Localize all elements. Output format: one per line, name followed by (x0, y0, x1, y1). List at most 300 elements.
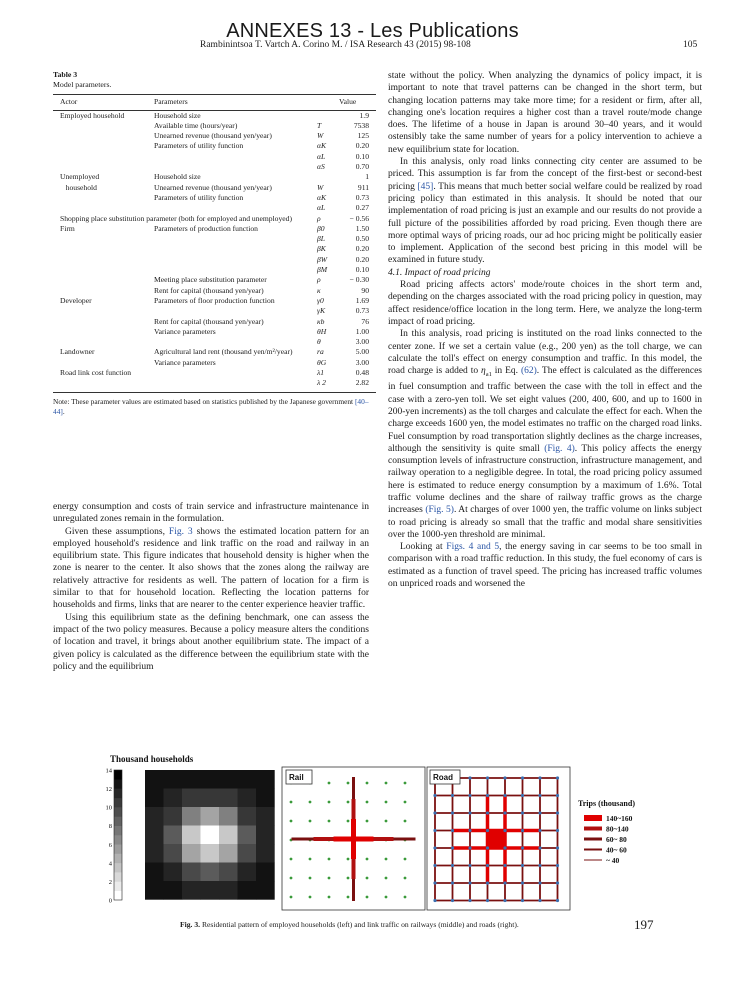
table-cell-symbol: βK (317, 244, 326, 254)
rail-grid-dot (385, 801, 388, 804)
heatmap-cell (201, 844, 220, 863)
table-cell-symbol: βL (317, 234, 326, 244)
heatmap-cell (201, 863, 220, 882)
heatmap-cell (164, 770, 183, 789)
heatmap-cell (164, 807, 183, 826)
road-node (468, 864, 471, 867)
text-span: in Eq. (491, 366, 521, 377)
heatmap-cell (201, 770, 220, 789)
table-cell-actor (53, 327, 154, 337)
table-row (53, 347, 376, 357)
road-node (521, 811, 524, 814)
road-node (433, 829, 436, 832)
road-node (433, 811, 436, 814)
rail-grid-dot (328, 801, 331, 804)
colorbar-tick-label: 8 (108, 823, 112, 831)
table-header-parameters: Parameters (154, 94, 317, 110)
rail-grid-dot (328, 820, 331, 823)
table-cell-value: 76 (361, 316, 369, 326)
table-cell-value: 1.00 (355, 326, 369, 336)
road-node (468, 899, 471, 902)
road-node (486, 794, 489, 797)
road-node (486, 811, 489, 814)
left-column-text (53, 501, 369, 673)
road-node (521, 776, 524, 779)
table-row (53, 214, 376, 224)
table-cell-parameter (154, 255, 317, 265)
table-row (53, 183, 376, 193)
table-cell-actor (53, 306, 154, 316)
table-cell-actor: Landowner (60, 347, 95, 357)
colorbar-step (114, 872, 122, 882)
table-cell-actor: Shopping place substitution parameter (both for employed and unemployed) (60, 213, 292, 223)
table-cell-value: 0.73 (355, 192, 369, 202)
heatmap-cell (201, 789, 220, 808)
table-cell-actor (53, 131, 154, 141)
table-cell-actor: Unemployed (60, 172, 100, 182)
table-cell-value: 0.20 (355, 244, 369, 254)
paragraph (388, 156, 702, 267)
table-cell-parameter: Variance parameters (154, 326, 216, 336)
rail-grid-dot (347, 877, 350, 880)
table-cell-actor (53, 317, 154, 327)
figure-caption-label: Fig. 3. (180, 920, 201, 929)
table-cell-actor (53, 234, 154, 244)
table-cell-actor (53, 203, 154, 213)
table-cell-parameter (154, 203, 317, 213)
table-cell-symbol: αL (317, 203, 326, 213)
legend-label: ~ 40 (606, 856, 620, 865)
road-label: Road (433, 773, 453, 782)
heatmap-cell (182, 789, 201, 808)
fig3-ref-link[interactable]: Fig. 3 (168, 526, 193, 537)
road-center-block (488, 831, 506, 849)
table-cell-symbol: αK (317, 141, 327, 151)
table-cell-symbol (317, 172, 339, 182)
table-cell-symbol (317, 110, 339, 121)
rail-grid-dot (385, 877, 388, 880)
legend-label: 60~ 80 (606, 835, 627, 844)
rail-grid-dot (290, 858, 293, 861)
road-node (521, 864, 524, 867)
colorbar-step (114, 891, 122, 901)
paragraph (388, 328, 702, 541)
annex-title: ANNEXES 13 - Les Publications (226, 20, 519, 42)
road-node (538, 881, 541, 884)
rail-grid-dot (366, 820, 369, 823)
heatmap-cell (201, 881, 220, 900)
heatmap-grid (145, 770, 275, 900)
table-row (53, 337, 376, 347)
road-node (433, 794, 436, 797)
road-node (521, 794, 524, 797)
heatmap-cell (219, 844, 238, 863)
road-node (486, 776, 489, 779)
heatmap-cell (238, 789, 257, 808)
rail-grid-dot (290, 896, 293, 899)
table-row (53, 172, 376, 182)
road-node (538, 864, 541, 867)
colorbar-tick-label: 14 (105, 767, 112, 775)
paragraph (388, 541, 702, 590)
road-node (503, 881, 506, 884)
heatmap-cell (164, 863, 183, 882)
road-node (433, 846, 436, 849)
road-node (556, 899, 559, 902)
road-node (433, 899, 436, 902)
road-node (486, 881, 489, 884)
table-cell-symbol: αL (317, 151, 326, 161)
fig4-ref-link[interactable]: (Fig. 4) (544, 443, 575, 454)
table-cell-value: 0.10 (355, 151, 369, 161)
rail-grid-dot (404, 896, 407, 899)
rail-grid-dot (404, 782, 407, 785)
heatmap-cell (256, 789, 275, 808)
page-number-bottom: 197 (634, 917, 654, 932)
road-node (538, 899, 541, 902)
heatmap-cell (145, 863, 164, 882)
heatmap-cell (145, 770, 164, 789)
table-row (53, 296, 376, 306)
table-cell-symbol: W (317, 131, 324, 141)
table-row (53, 131, 376, 141)
table-cell-parameter: Parameters of utility function (154, 192, 244, 202)
text-span: . This means that much better social welfare could be realized by road pricing policy than estimated in this analysis. It should be noted that our implementation of road pricing is just an example and our results do not provide a full picture of the possibilities afforded by road pricing. Even though there are more optimal ways of pricing roads, our ad hoc pricing might be politically easier to implement. Application of the second best pricing in this model will be examined in future study. (388, 181, 702, 266)
rail-grid-dot (347, 801, 350, 804)
road-node (503, 811, 506, 814)
table-row (53, 193, 376, 203)
road-node (521, 899, 524, 902)
heatmap-cell (238, 770, 257, 789)
road-node (503, 864, 506, 867)
heatmap-cell (145, 881, 164, 900)
heatmap-cell (182, 863, 201, 882)
road-node (538, 794, 541, 797)
eta-subscript: a1 (485, 371, 492, 379)
table-row (53, 203, 376, 213)
table-cell-symbol: βW (317, 254, 328, 264)
table-cell-symbol: θ (317, 337, 321, 347)
heatmap-cell (219, 826, 238, 845)
colorbar-tick-label: 12 (105, 786, 112, 794)
table-row (53, 358, 376, 368)
text-span: . The effect is calculated as the differences in fuel consumption and traffic between the case with the toll in effect and the case with a zero-yen toll. We set eight values (200, 400, 600, and up to 1600 in 200-yen increments) as the toll charges and calculate the effect for each. When the charge exceeds 1600 yen, the model estimates no traffic on the charged road links. Fuel consumption by road transportation slightly declines as the charge increases, although the sensitivity is quite small (388, 366, 702, 454)
road-node (556, 776, 559, 779)
colorbar-step (114, 807, 122, 817)
table-cell-symbol: βM (317, 265, 328, 275)
heatmap-cell (238, 826, 257, 845)
road-node (451, 881, 454, 884)
table-cell-parameter (154, 378, 317, 392)
road-node (521, 846, 524, 849)
table-cell-symbol: λ 2 (317, 378, 339, 392)
heatmap-cell (164, 881, 183, 900)
table-cell-value: − 0.56 (349, 213, 369, 223)
road-node (538, 776, 541, 779)
heatmap-cell (219, 770, 238, 789)
journal-page-number: 105 (683, 40, 698, 50)
eq-62-link[interactable]: (62) (520, 366, 537, 377)
road-node (538, 829, 541, 832)
table-cell-parameter (154, 152, 317, 162)
colorbar-step (114, 881, 122, 891)
table-cell-value: 0.20 (355, 141, 369, 151)
rail-grid-dot (347, 820, 350, 823)
rail-grid-dot (404, 801, 407, 804)
traffic-legend (584, 814, 633, 865)
rail-grid-dot (404, 858, 407, 861)
table-cell-parameter: Variance parameters (154, 357, 216, 367)
table-header-actor: Actor (53, 94, 154, 110)
road-node (451, 829, 454, 832)
table-cell-value: 0.20 (355, 254, 369, 264)
table-row (53, 244, 376, 254)
heatmap-cell (256, 881, 275, 900)
heatmap-colorbar (114, 770, 122, 900)
road-node (486, 846, 489, 849)
road-node (503, 794, 506, 797)
road-node (433, 864, 436, 867)
rail-grid-dot (309, 801, 312, 804)
heatmap-cell (219, 881, 238, 900)
table-cell-parameter: Agricultural land rent (thousand yen/m²/year) (154, 347, 293, 357)
table-cell-value: 0.48 (355, 368, 369, 378)
table-cell-actor: Road link cost function (60, 368, 132, 378)
table-cell-actor (53, 152, 154, 162)
table-cell-symbol: κb (317, 316, 325, 326)
heatmap-cell (182, 826, 201, 845)
rail-label: Rail (289, 773, 304, 782)
road-node (468, 794, 471, 797)
table-cell-parameter (154, 244, 317, 254)
table-note (53, 397, 369, 417)
colorbar-tick-label: 4 (108, 860, 112, 868)
legend-label: 40~ 60 (606, 845, 627, 855)
table-row (53, 234, 376, 244)
table-cell-parameter: Rent for capital (thousand yen/year) (154, 285, 264, 295)
road-node (451, 846, 454, 849)
right-column-text (388, 70, 702, 590)
road-node (538, 846, 541, 849)
heatmap-cell (256, 770, 275, 789)
parameters-table (53, 94, 376, 393)
rail-grid-dot (347, 896, 350, 899)
table-cell-actor (53, 337, 154, 347)
table-cell-value: 0.27 (355, 203, 369, 213)
text-span: Looking at (400, 542, 447, 553)
table-cell-value: 3.00 (355, 357, 369, 367)
rail-grid-dot (290, 801, 293, 804)
table-cell-symbol: γK (317, 306, 326, 316)
table-note-ref-link[interactable]: [40–44] (53, 396, 369, 416)
rail-grid-dot (366, 801, 369, 804)
table-cell-parameter: Unearned revenue (thousand yen/year) (154, 182, 272, 192)
rail-grid-dot (290, 877, 293, 880)
table-cell-value: 0.10 (355, 265, 369, 275)
rail-grid-dot (385, 858, 388, 861)
road-node (556, 881, 559, 884)
road-node (556, 829, 559, 832)
table-cell-symbol: T (317, 120, 322, 130)
road-node (503, 899, 506, 902)
colorbar-tick-label: 2 (108, 878, 112, 886)
table-header-symbol (317, 94, 339, 110)
heatmap-cell (201, 807, 220, 826)
rail-grid-dot (290, 820, 293, 823)
rail-grid-dot (328, 858, 331, 861)
rail-grid-dot (309, 858, 312, 861)
table-cell-value: 5.00 (355, 347, 369, 357)
table-cell-actor (53, 275, 154, 285)
table-row (53, 306, 376, 316)
paragraph: state without the policy. When analyzing the dynamics of policy impact, it is important to note that travel patterns can be changed in the short term, but changing location patterns may take more time; for a resident or firm, after all, changing one's location requires a higher cost than a travel route/mode change does. The lifetime of a house in Japan is around 30–40 years, and it would ostensibly take the same number of years for a policy intervention to achieve a new equilibrium state for location. (388, 71, 702, 155)
paragraph: Using this equilibrium state as the defining benchmark, one can assess the impact of the two policy measures. Because a policy measure alters the conditions of location and travel, it brings about another equilibrium state. The impact of a given policy is calculated as the difference between the equilibrium state with the policy and the equilibrium (53, 612, 369, 672)
table-cell-parameter: Unearned revenue (thousand yen/year) (154, 131, 272, 141)
table-row (53, 286, 376, 296)
fig5-ref-link[interactable]: (Fig. 5) (425, 505, 454, 516)
heatmap-cell (145, 789, 164, 808)
figure-3 (105, 752, 650, 912)
table-cell-parameter: Parameters of floor production function (154, 295, 275, 305)
table-cell-parameter: Household size (154, 172, 201, 182)
table-row (53, 327, 376, 337)
table-row (53, 378, 376, 392)
table-cell-symbol: αS (317, 162, 325, 172)
paragraph (53, 526, 369, 612)
road-node (468, 829, 471, 832)
road-node (486, 899, 489, 902)
colorbar-step (114, 835, 122, 845)
table-cell-parameter (154, 265, 317, 275)
text-span: . At charges of over 1000 yen, the traffic volume on links subject to road pricing is already so small that the traffic and modal share sensitivities over the 1000-yen threshold are minimal. (388, 505, 702, 540)
table-caption: Model parameters. (53, 80, 112, 90)
table-cell-value: 0.70 (355, 162, 369, 172)
rail-grid-dot (328, 877, 331, 880)
rail-grid-dot (366, 896, 369, 899)
colorbar-step (114, 816, 122, 826)
road-node (556, 811, 559, 814)
heatmap-cell (256, 844, 275, 863)
table-cell-symbol: κ (317, 285, 321, 295)
road-node (538, 811, 541, 814)
table-cell-symbol: β0 (317, 223, 325, 233)
table-row (53, 141, 376, 151)
table-cell-symbol: λ1 (317, 368, 325, 378)
text-span: shows the estimated location pattern for an employed household's residence and link traffic on the road and railway in an equilibrium state. This figure indicates that household density is higher when the zone is nearer to the center. It also shows that the zones along the railway are relatively attractive for residents as well. The pattern of location for a firm is similar to that for household location. Reflecting the location patterns for households and firms, links that are nearer to the center experience heavier traffic. (53, 526, 369, 611)
heatmap-cell (238, 881, 257, 900)
road-node (468, 811, 471, 814)
road-node (486, 829, 489, 832)
table-cell-actor: Firm (60, 223, 75, 233)
table-cell-symbol: W (317, 182, 324, 192)
table-cell-symbol: θH (317, 326, 327, 336)
heatmap-cell (145, 807, 164, 826)
road-node (486, 864, 489, 867)
table-cell-parameter: Meeting place substitution parameter (154, 275, 267, 285)
table-cell-parameter (154, 368, 317, 378)
table-cell-value: 1 (365, 172, 369, 182)
rail-grid-dot (328, 782, 331, 785)
colorbar-step (114, 770, 122, 780)
heatmap-cell (238, 807, 257, 826)
table-cell-parameter (154, 337, 317, 347)
figure-caption-text: Residential pattern of employed households (left) and link traffic on railways (middle) and roads (right). (200, 920, 519, 929)
table-cell-actor: household (60, 182, 97, 192)
heatmap-cell (256, 807, 275, 826)
road-node (503, 829, 506, 832)
rail-grid-dot (347, 782, 350, 785)
table-cell-parameter: Available time (hours/year) (154, 120, 238, 130)
table-note-text: Note: These parameter values are estimated based on statistics published by the Japanese government (53, 396, 355, 406)
colorbar-step (114, 798, 122, 808)
text-span: . This policy affects the energy consumption levels of infrastructure construction, infrastructure management, and railway operation to a negligible degree. In total, the road pricing policy assumed here is estimated to reduce energy consumption by a maximum of 1.6%. Total traffic volume declines and the share of railway traffic grows as the charge increases (388, 443, 703, 516)
table-cell-value: 125 (357, 131, 369, 141)
table-row (53, 224, 376, 234)
heatmap-title: Thousand households (110, 754, 194, 764)
table-cell-actor (53, 162, 154, 172)
table-header-value: Value (339, 94, 376, 110)
table-cell-actor (53, 378, 154, 392)
road-node (556, 794, 559, 797)
table-cell-parameter (154, 306, 317, 316)
table-cell-parameter (154, 234, 317, 244)
colorbar-step (114, 826, 122, 836)
road-node (556, 864, 559, 867)
legend-label: 140~160 (606, 814, 633, 823)
table-cell-symbol: ρ (317, 213, 321, 223)
table-cell-value: 1.50 (355, 223, 369, 233)
rail-grid-dot (347, 858, 350, 861)
table-cell-value: 90 (361, 285, 369, 295)
paragraph: Road pricing affects actors' mode/route choices in the short term and, depending on the charges associated with the road pricing policy in question, may affect residence/office location in the long term. Here, we analyze the long-term impact of road pricing. (388, 280, 702, 327)
table-row (53, 317, 376, 327)
rail-grid-dot (328, 896, 331, 899)
table-cell-value: 1.69 (355, 295, 369, 305)
text-span: In this analysis, road pricing is instituted on the road links connected to the center zone. If we set a certain value (e.g., 200 yen) as the toll charge, we can calculate the toll's effect on energy consumption and traffic. In this model, the road charge is added to (388, 329, 702, 377)
table-row (53, 265, 376, 275)
text-span: In this analysis, only road links connecting city center are assumed to be priced. This assumption is far from the concept of the first-best or second-best pricing (388, 157, 702, 192)
table-cell-parameter: Rent for capital (thousand yen/year) (154, 316, 264, 326)
colorbar-tick-label: 0 (108, 897, 112, 905)
colorbar-ticks (106, 768, 113, 905)
section-heading: 4.1. Impact of road pricing (388, 267, 491, 278)
road-node (503, 846, 506, 849)
table-cell-actor (53, 141, 154, 151)
table-cell-actor (53, 358, 154, 368)
table-cell-symbol: ra (317, 347, 324, 357)
rail-grid-dot (366, 858, 369, 861)
table-cell-actor (53, 244, 154, 254)
running-head: Rambinintsoa T. Vartch A. Corino M. / ISA Research 43 (2015) 98-108 (200, 40, 471, 50)
text-span: Given these assumptions, (65, 526, 169, 537)
table-cell-value: 0.73 (355, 306, 369, 316)
figure-caption (180, 920, 519, 929)
table-cell-parameter: Household size (154, 110, 201, 120)
ref-45-link[interactable]: [45] (417, 181, 434, 192)
rail-grid-dot (309, 877, 312, 880)
rail-grid-dot (309, 820, 312, 823)
table-row (53, 275, 376, 285)
heatmap-cell (256, 863, 275, 882)
heatmap-cell (238, 863, 257, 882)
table-cell-actor: Developer (60, 295, 92, 305)
table-cell-parameter: Parameters of production function (154, 223, 258, 233)
figs-4-5-ref-link[interactable]: Figs. 4 and 5 (446, 542, 500, 553)
table-cell-parameter: Parameters of utility function (154, 141, 244, 151)
table-cell-actor (53, 286, 154, 296)
table-cell-symbol: ρ (317, 275, 321, 285)
road-node (451, 811, 454, 814)
